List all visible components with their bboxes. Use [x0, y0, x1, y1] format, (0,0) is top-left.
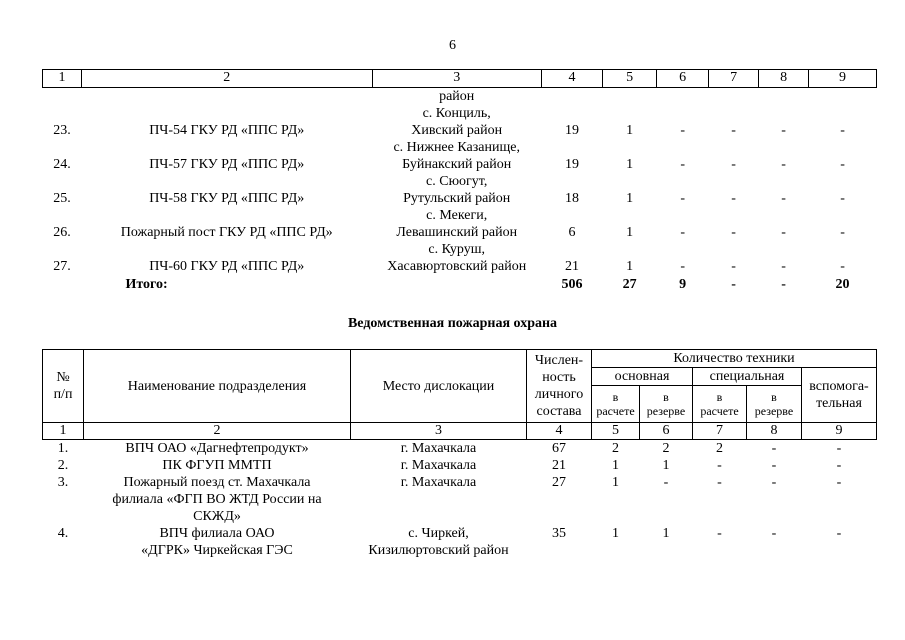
- colnum: 2: [84, 423, 351, 440]
- carry-row: [43, 88, 877, 106]
- cell-empty: [541, 88, 602, 106]
- table-fire-units: [42, 69, 877, 295]
- header-auxiliary: [802, 368, 877, 423]
- cell-c9: -: [836, 526, 842, 541]
- cell-c9: -: [836, 458, 842, 473]
- cell-num: 23.: [53, 123, 71, 138]
- cell-name: ПЧ-60 ГКУ РД «ППС РД»: [149, 259, 305, 274]
- table-departmental-units: [42, 349, 877, 559]
- cell-c8: -: [781, 123, 786, 138]
- cell-c8: -: [771, 458, 777, 473]
- cell-c6: -: [680, 157, 685, 172]
- colnum: 4: [541, 70, 602, 88]
- cell-c4: 27: [552, 475, 566, 490]
- cell-c6: -: [680, 259, 685, 274]
- cell-c4: 19: [564, 123, 579, 138]
- cell-c7: -: [731, 123, 736, 138]
- cell-c4: 35: [552, 526, 566, 541]
- colnum: 8: [759, 70, 809, 88]
- cell-c6: 2: [662, 441, 670, 456]
- location-line-2: Буйнакский район: [402, 157, 512, 172]
- cell-c4: 21: [552, 458, 566, 473]
- location-line-1: с. Мекеги,: [426, 208, 488, 223]
- cell-c6: 1: [662, 458, 670, 473]
- cell-c8: -: [771, 475, 777, 490]
- header-name: Наименование подразделения: [84, 350, 351, 423]
- cell-c8: -: [781, 225, 786, 240]
- cell-c5: 1: [626, 157, 634, 172]
- cell-name: Пожарный поезд ст. Махачкала филиала «ФГП ВО ЖТД России на СКЖД»: [112, 475, 322, 524]
- cell-empty: [759, 88, 809, 106]
- column-number-row: [43, 70, 877, 88]
- location-line-1: с. Сюогут,: [426, 174, 488, 189]
- cell-c5: 1: [612, 526, 619, 541]
- colnum: 1: [43, 70, 82, 88]
- cell-c9: -: [840, 225, 845, 240]
- column-number-row: [43, 423, 877, 440]
- cell-location: с. Чиркей, Кизилюртовский район: [368, 526, 509, 558]
- cell-location: [372, 139, 541, 173]
- colnum: 6: [657, 70, 709, 88]
- table-row: [43, 241, 877, 275]
- cell-c9: -: [836, 441, 842, 456]
- header-main-service: [592, 386, 640, 423]
- cell-c8: -: [771, 526, 777, 541]
- cell-location: г. Махачкала: [400, 441, 477, 456]
- colnum: 4: [527, 423, 592, 440]
- cell-num: 26.: [53, 225, 71, 240]
- cell-c8: -: [781, 259, 786, 274]
- cell-name: ПК ФГУП ММТП: [162, 458, 272, 473]
- cell-c6: -: [680, 191, 685, 206]
- total-c6: 9: [679, 277, 687, 292]
- table-row: [43, 173, 877, 207]
- header-equipment: Количество техники: [592, 350, 877, 368]
- colnum: 3: [372, 70, 541, 88]
- colnum: 1: [43, 423, 84, 440]
- cell-c4: 18: [564, 191, 579, 206]
- colnum: 9: [802, 423, 877, 440]
- cell-empty: [81, 88, 372, 106]
- cell-c4: 6: [568, 225, 576, 240]
- cell-c9: -: [840, 191, 845, 206]
- header-main-service-text: в расчете: [596, 390, 635, 418]
- colnum: 5: [603, 70, 657, 88]
- page-number: 6: [449, 38, 456, 53]
- header-special-service-text: в расчете: [700, 390, 739, 418]
- total-label: Итого:: [125, 277, 168, 292]
- cell-num: 27.: [53, 259, 71, 274]
- location-line-2: Хасавюртовский район: [387, 259, 527, 274]
- colnum: 3: [351, 423, 527, 440]
- total-c4: 506: [561, 277, 583, 292]
- cell-name: ПЧ-58 ГКУ РД «ППС РД»: [149, 191, 305, 206]
- cell-c6: -: [680, 225, 685, 240]
- cell-location: [372, 207, 541, 241]
- cell-c5: 1: [612, 475, 619, 490]
- header-special-reserve: [747, 386, 802, 423]
- header-location: Место дислокации: [351, 350, 527, 423]
- cell-empty: [43, 275, 82, 295]
- colnum: 7: [709, 70, 759, 88]
- section-title: Ведомственная пожарная охрана: [347, 316, 558, 331]
- colnum: 5: [592, 423, 640, 440]
- header-auxiliary-text: вспомога- тельная: [809, 379, 869, 411]
- cell-c5: 1: [626, 123, 634, 138]
- header-row-1: [43, 350, 877, 368]
- cell-name: ПЧ-54 ГКУ РД «ППС РД»: [149, 123, 305, 138]
- cell-c5: 1: [612, 458, 619, 473]
- header-special: специальная: [693, 368, 802, 386]
- table-row: [43, 207, 877, 241]
- cell-c7: -: [731, 191, 736, 206]
- cell-num: 2.: [57, 458, 69, 473]
- cell-location: [372, 173, 541, 207]
- header-num: [43, 350, 84, 423]
- table-row: [43, 440, 877, 458]
- total-c9: 20: [835, 277, 850, 292]
- cell-c9: -: [840, 259, 845, 274]
- cell-c7: -: [717, 526, 722, 541]
- table-row: [43, 139, 877, 173]
- cell-num: 1.: [57, 441, 69, 456]
- cell-c7: -: [717, 458, 722, 473]
- cell-empty: [372, 275, 541, 295]
- cell-c5: 2: [612, 441, 619, 456]
- cell-c4: 19: [564, 157, 579, 172]
- header-num-text: № п/п: [53, 370, 73, 402]
- cell-num: 4.: [57, 526, 69, 541]
- cell-empty: [603, 88, 657, 106]
- table-row: [43, 105, 877, 139]
- cell-c7: -: [731, 157, 736, 172]
- header-main: основная: [592, 368, 693, 386]
- header-special-service: [693, 386, 747, 423]
- table-row: [43, 474, 877, 525]
- cell-location: [372, 105, 541, 139]
- header-staff-text: Числен- ность личного состава: [534, 353, 584, 419]
- cell-location: г. Махачкала: [400, 475, 477, 490]
- cell-c4: 67: [552, 441, 566, 456]
- cell-c5: 1: [626, 191, 634, 206]
- cell-c8: -: [781, 157, 786, 172]
- header-special-reserve-text: в резерве: [754, 390, 794, 418]
- cell-empty: [709, 88, 759, 106]
- cell-c8: -: [781, 191, 786, 206]
- location-line-1: с. Нижнее Казанище,: [393, 140, 520, 155]
- colnum: 8: [747, 423, 802, 440]
- cell-empty: [809, 88, 877, 106]
- cell-c9: -: [840, 123, 845, 138]
- cell-c6: -: [663, 475, 669, 490]
- cell-c4: 21: [564, 259, 579, 274]
- cell-name: ВПЧ филиала ОАО «ДГРК» Чиркейская ГЭС: [141, 526, 293, 558]
- header-staff: [527, 350, 592, 423]
- colnum: 2: [81, 70, 372, 88]
- location-line-2: Рутульский район: [403, 191, 511, 206]
- colnum: 7: [693, 423, 747, 440]
- header-main-reserve-text: в резерве: [646, 390, 686, 418]
- cell-c5: 1: [626, 225, 634, 240]
- table-row: [43, 525, 877, 559]
- cell-name: Пожарный пост ГКУ РД «ППС РД»: [120, 225, 333, 240]
- cell-num: 25.: [53, 191, 71, 206]
- cell-empty: [657, 88, 709, 106]
- header-main-reserve: [640, 386, 693, 423]
- table-row: [43, 457, 877, 474]
- location-line-1: с. Куруш,: [428, 242, 485, 257]
- cell-c7: 2: [716, 441, 723, 456]
- location-line-2: Левашинский район: [396, 225, 518, 240]
- cell-c7: -: [731, 259, 736, 274]
- cell-c6: 1: [662, 526, 670, 541]
- cell-location: г. Махачкала: [400, 458, 477, 473]
- total-c5: 27: [622, 277, 637, 292]
- total-c8: -: [781, 277, 786, 292]
- cell-num: 24.: [53, 157, 71, 172]
- total-c7: -: [731, 277, 736, 292]
- cell-c6: -: [680, 123, 685, 138]
- cell-empty: [43, 88, 82, 106]
- cell-c9: -: [836, 475, 842, 490]
- location-line-2: Хивский район: [411, 123, 503, 138]
- cell-c8: -: [771, 441, 777, 456]
- colnum: 9: [809, 70, 877, 88]
- cell-location: район: [439, 89, 475, 104]
- cell-num: 3.: [57, 475, 69, 490]
- total-row: [43, 275, 877, 295]
- cell-c9: -: [840, 157, 845, 172]
- cell-location: [372, 241, 541, 275]
- colnum: 6: [640, 423, 693, 440]
- cell-name: ВПЧ ОАО «Дагнефтепродукт»: [125, 441, 309, 456]
- cell-name: ПЧ-57 ГКУ РД «ППС РД»: [149, 157, 305, 172]
- location-line-1: с. Конциль,: [422, 106, 491, 121]
- cell-c7: -: [731, 225, 736, 240]
- cell-c5: 1: [626, 259, 634, 274]
- cell-c7: -: [717, 475, 722, 490]
